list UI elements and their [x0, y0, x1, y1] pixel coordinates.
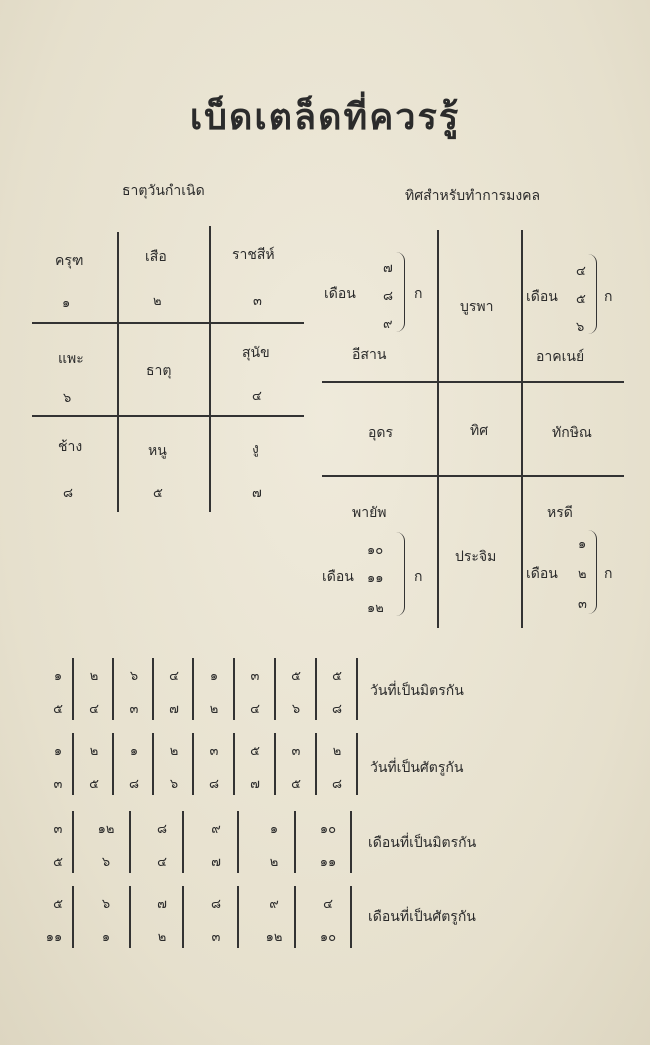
cell-number: ๔: [252, 389, 262, 404]
month-number: ๕: [576, 292, 586, 307]
bracket: [588, 530, 597, 614]
cell-number: ๓: [253, 294, 262, 309]
pair-top: ๓: [250, 669, 260, 684]
cell-name: หนู: [148, 443, 167, 459]
cell-number: ๕: [153, 486, 163, 501]
pair-top: ๕: [53, 897, 63, 912]
pair-bottom: ๒: [269, 855, 279, 870]
cell-name: งู: [252, 441, 259, 457]
direction-word: ก: [604, 289, 613, 305]
pair-bottom: ๓: [211, 930, 221, 945]
pair-top: ๓: [291, 744, 301, 759]
pair-top: ๑๐: [319, 822, 337, 837]
month-number: ๙: [383, 317, 393, 332]
month-word: เดือน: [324, 286, 356, 302]
pair-bottom: ๑๑: [319, 855, 337, 870]
cell-number: ๗: [252, 486, 262, 501]
direction-northwest: พายัพ: [352, 505, 387, 521]
month-number: ๑๐: [367, 543, 384, 558]
cell-name: ครุฑ: [55, 253, 84, 269]
pair-bottom: ๒: [157, 930, 167, 945]
month-word: เดือน: [526, 289, 558, 305]
month-number: ๗: [383, 261, 393, 276]
pair-row-label: เดือนที่เป็นมิตรกัน: [368, 835, 477, 851]
center-label: ทิศ: [470, 423, 489, 439]
page-title: เบ็ดเตล็ดที่ควรรู้: [189, 96, 461, 138]
left-table-heading: ธาตุวันกำเนิด: [122, 183, 205, 199]
direction-west: ประจิม: [455, 549, 497, 565]
pair-bottom: ๘: [128, 777, 140, 792]
cell-name: ราชสีห์: [232, 247, 275, 263]
pair-top: ๑: [53, 669, 63, 684]
grid-line: [209, 226, 211, 512]
pair-bottom: ๔: [250, 702, 260, 717]
direction-southwest: หรดี: [547, 505, 573, 521]
cell-name: ธาตุ: [146, 363, 172, 379]
cell-name: ช้าง: [58, 439, 83, 455]
pair-top: ๕: [291, 669, 301, 684]
grid-line: [32, 415, 304, 417]
grid-line: [32, 322, 304, 324]
direction-word: ก: [604, 566, 613, 582]
bracket: [588, 254, 597, 334]
pair-bottom: ๑๒: [265, 930, 283, 945]
pair-bottom: ๘: [331, 777, 343, 792]
month-word: เดือน: [322, 569, 354, 585]
pair-bottom: ๗: [211, 855, 221, 870]
pair-bottom: ๕: [291, 777, 301, 792]
pair-row-label: วันที่เป็นศัตรูกัน: [370, 760, 464, 776]
pair-top: ๑๒: [97, 822, 115, 837]
pair-top: ๙: [269, 897, 279, 912]
month-word: เดือน: [526, 566, 558, 582]
pair-top: ๒: [332, 744, 342, 759]
pair-bottom: ๖: [291, 702, 301, 717]
pair-bottom: ๑๐: [319, 930, 337, 945]
direction-east: บูรพา: [460, 299, 494, 315]
right-table-heading: ทิศสำหรับทำการมงคล: [405, 188, 541, 204]
pair-bottom: ๖: [101, 855, 111, 870]
pair-bottom: ๕: [89, 777, 99, 792]
pair-bottom: ๔: [89, 702, 99, 717]
cell-name: แพะ: [58, 351, 84, 367]
pair-bottom: ๑๑: [45, 930, 63, 945]
month-number: ๘: [383, 289, 394, 304]
bracket: [396, 252, 405, 332]
direction-word: ก: [414, 569, 423, 585]
pair-top: ๒: [89, 669, 99, 684]
month-number: ๑๒: [367, 601, 384, 616]
month-number: ๖: [576, 320, 585, 335]
pair-bottom: ๗: [169, 702, 179, 717]
pair-top: ๓: [209, 744, 219, 759]
cell-number: ๒: [153, 294, 162, 309]
grid-line: [437, 230, 439, 628]
pair-bottom: ๒: [209, 702, 219, 717]
pair-bottom: ๓: [53, 777, 63, 792]
direction-south: ทักษิณ: [552, 425, 592, 441]
pair-top: ๖: [101, 897, 111, 912]
pair-top: ๗: [157, 897, 167, 912]
pair-bottom: ๕: [53, 702, 63, 717]
pair-top: ๔: [323, 897, 333, 912]
cell-name: เสือ: [145, 249, 167, 265]
pair-top: ๘: [156, 822, 168, 837]
pair-top: ๕: [332, 669, 342, 684]
grid-line: [322, 475, 624, 477]
pair-top: ๕: [250, 744, 260, 759]
pair-top: ๑: [53, 744, 63, 759]
pair-bottom: ๘: [208, 777, 220, 792]
pair-bottom: ๕: [53, 855, 63, 870]
pair-top: ๒: [89, 744, 99, 759]
pair-top: ๘: [210, 897, 222, 912]
pair-top: ๑: [209, 669, 219, 684]
pair-bottom: ๓: [129, 702, 139, 717]
cell-number: ๖: [63, 391, 72, 406]
pair-bottom: ๗: [250, 777, 260, 792]
pair-row-label: วันที่เป็นมิตรกัน: [370, 683, 464, 699]
pair-bottom: ๑: [101, 930, 111, 945]
pair-bottom: ๖: [169, 777, 179, 792]
month-number: ๓: [578, 597, 587, 612]
direction-northeast: อีสาน: [352, 347, 387, 363]
pair-bottom: ๔: [157, 855, 167, 870]
direction-north: อุดร: [368, 425, 394, 441]
pair-top: ๖: [129, 669, 139, 684]
pair-top: ๑: [129, 744, 139, 759]
pair-top: ๒: [169, 744, 179, 759]
month-number: ๔: [576, 264, 586, 279]
grid-line: [521, 230, 523, 628]
cell-number: ๘: [63, 486, 74, 501]
direction-word: ก: [414, 286, 423, 302]
cell-number: ๑: [62, 296, 71, 311]
month-number: ๑๑: [367, 571, 384, 586]
pair-row-label: เดือนที่เป็นศัตรูกัน: [368, 909, 476, 925]
month-number: ๒: [578, 567, 587, 582]
month-number: ๑: [578, 537, 587, 552]
pair-top: ๔: [169, 669, 179, 684]
pair-top: ๙: [211, 822, 221, 837]
grid-line: [117, 232, 119, 512]
bracket: [396, 532, 405, 616]
direction-southeast: อาคเนย์: [536, 349, 585, 365]
pair-bottom: ๘: [331, 702, 343, 717]
cell-name: สุนัข: [242, 345, 270, 361]
pair-top: ๑: [269, 822, 279, 837]
pair-top: ๓: [53, 822, 63, 837]
grid-line: [322, 381, 624, 383]
